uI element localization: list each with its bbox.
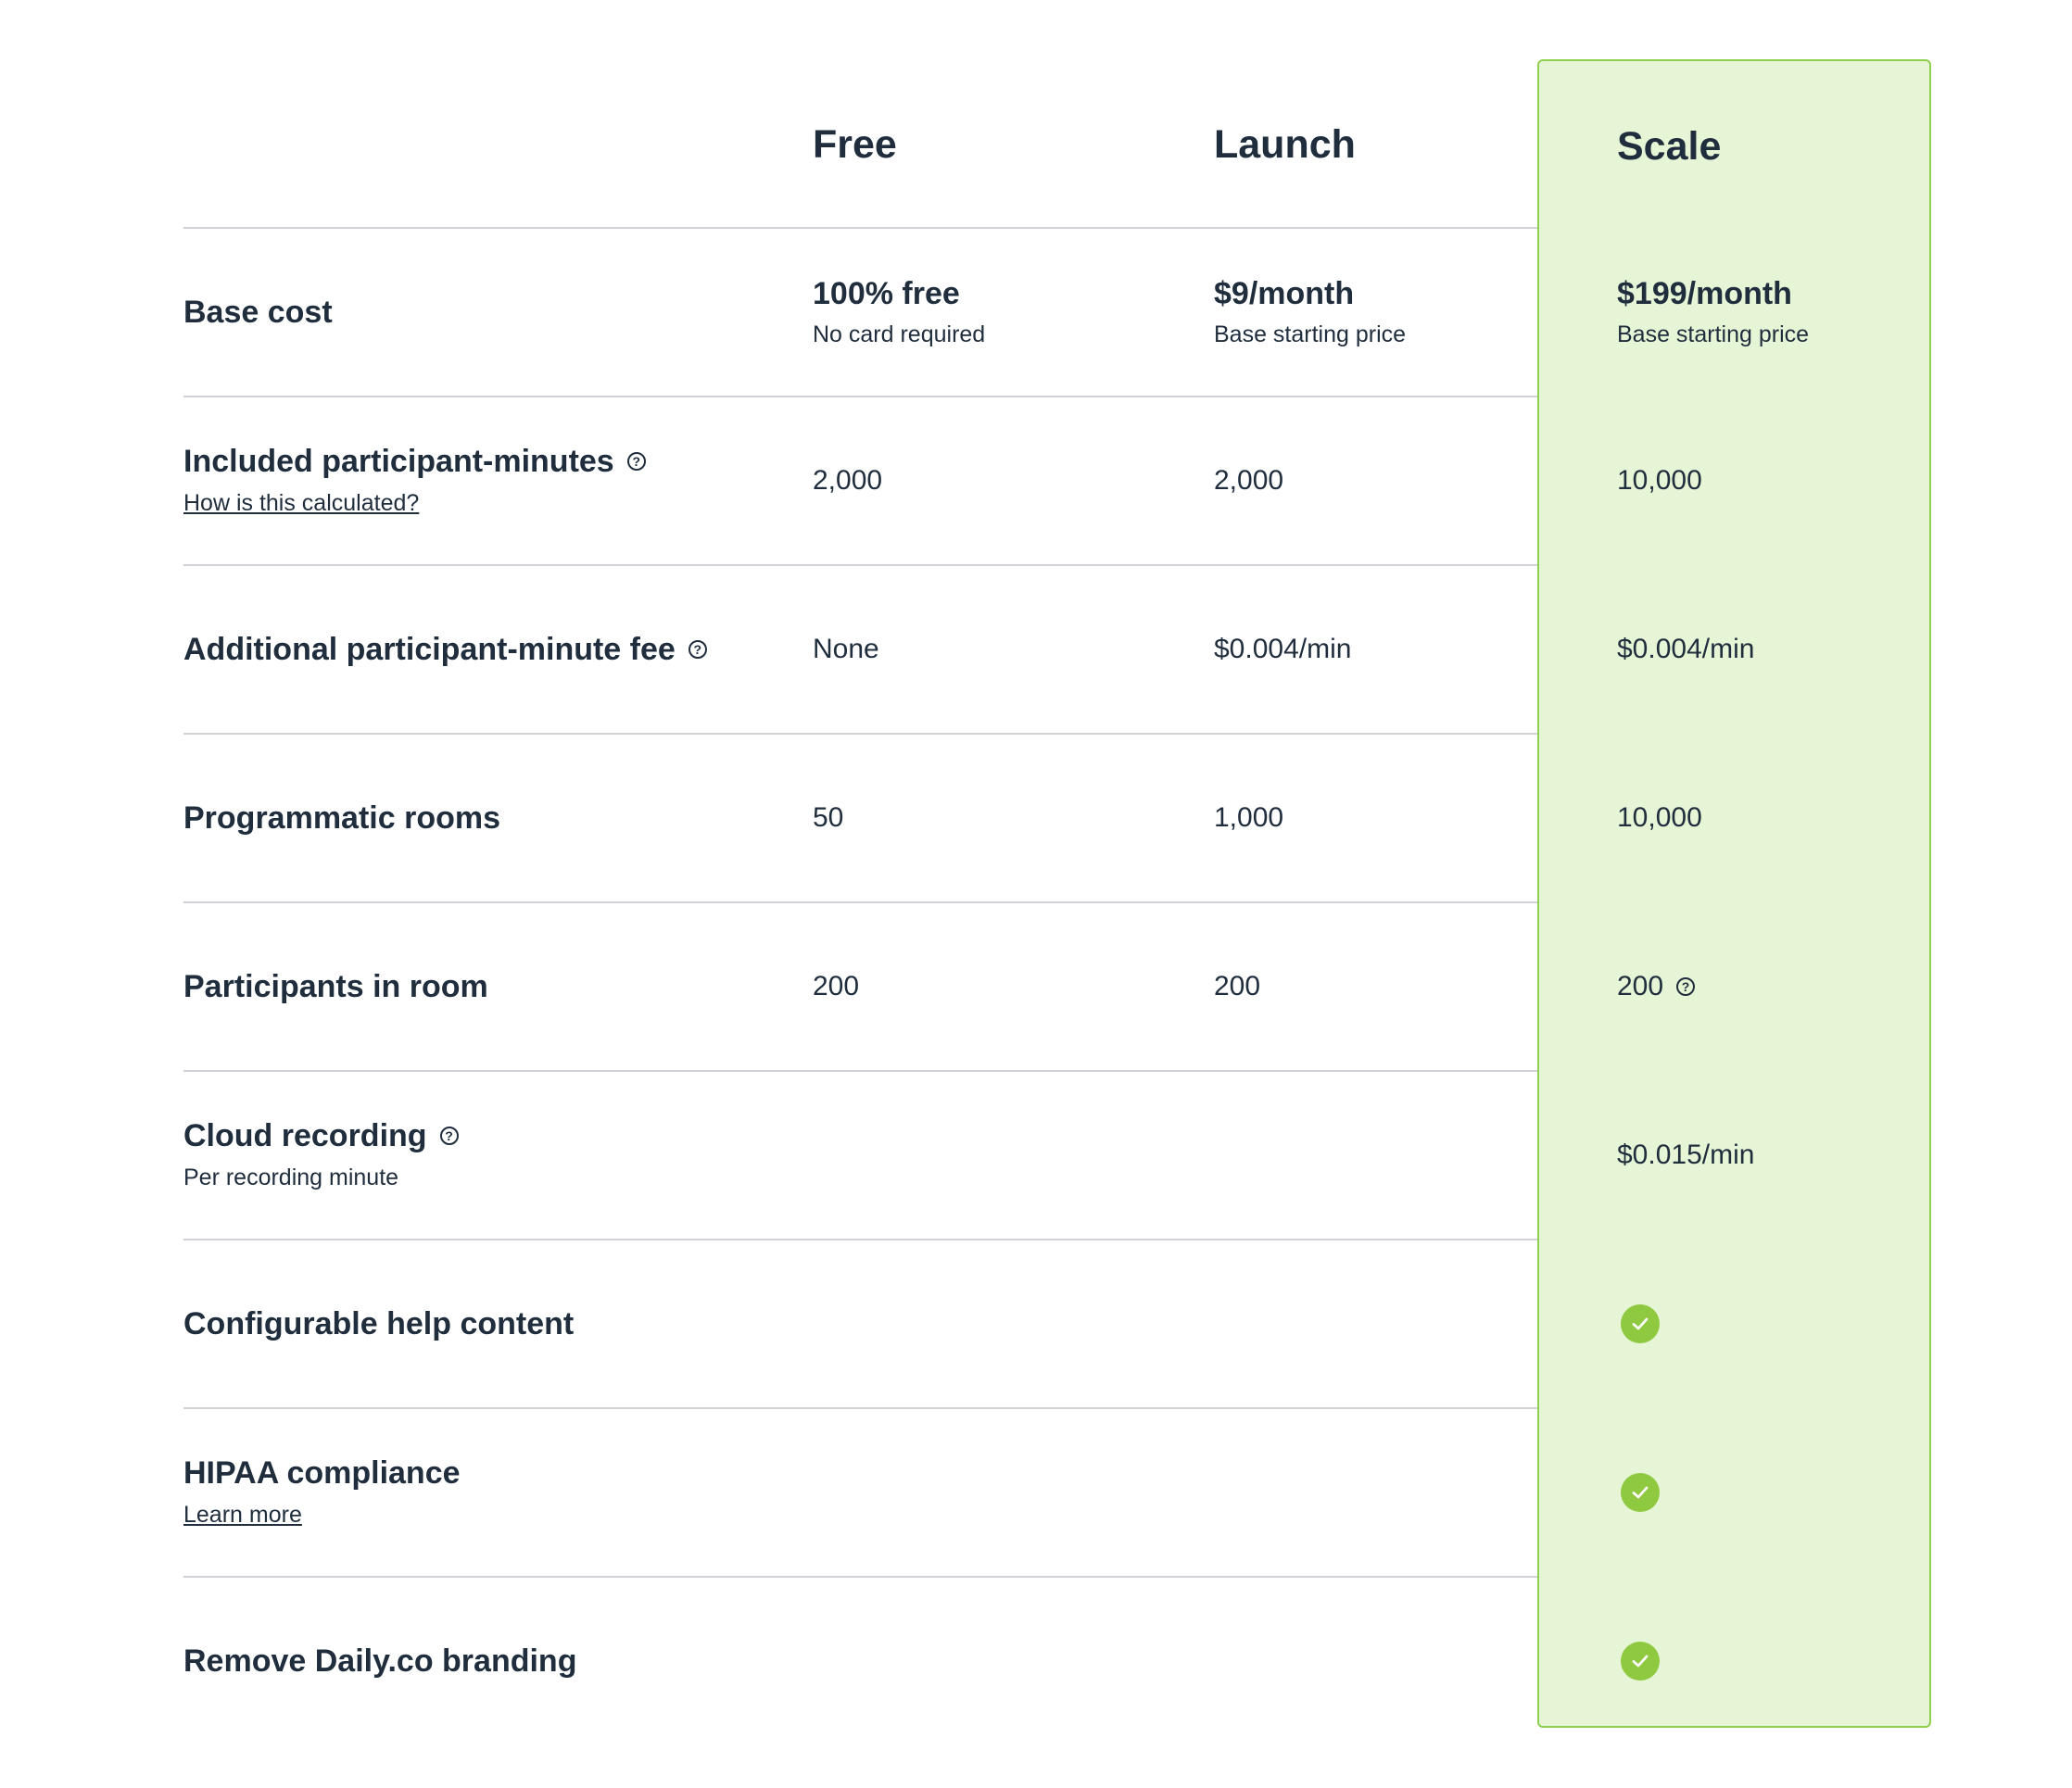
cell-free: 50 — [813, 802, 844, 833]
cell-launch: $0.004/min — [1214, 634, 1352, 664]
cell-scale — [1617, 229, 1809, 396]
table-row-cloud-recording — [183, 1070, 1755, 1237]
price-note: No card required — [813, 321, 986, 347]
cell-launch: 1,000 — [1214, 802, 1284, 833]
row-label: Base cost — [183, 295, 333, 330]
table-row-branding — [183, 1576, 1537, 1743]
cell-launch — [1214, 229, 1406, 396]
price-note: Base starting price — [1617, 321, 1810, 347]
cell-free: 200 — [813, 971, 860, 1001]
row-label: Configurable help content — [183, 1306, 575, 1341]
cell-launch: 200 — [1214, 971, 1261, 1001]
table-row-included-minutes — [183, 396, 1702, 562]
table-row-additional-fee — [183, 564, 1755, 731]
plan-header-launch: Launch — [1214, 122, 1356, 167]
row-label: HIPAA compliance — [183, 1455, 461, 1491]
price-value: 100% free — [813, 276, 960, 311]
table-row-hipaa — [183, 1407, 1537, 1574]
how-calculated-link[interactable]: How is this calculated? — [183, 490, 420, 516]
table-row-base-cost — [183, 227, 1810, 394]
learn-more-link[interactable]: Learn more — [183, 1502, 302, 1528]
check-circle-icon — [1621, 1304, 1660, 1343]
cell-scale: 10,000 — [1617, 465, 1702, 496]
plan-header-scale: Scale — [1617, 124, 1722, 169]
question-circle-icon[interactable]: ? — [689, 640, 707, 659]
cell-launch: 2,000 — [1214, 465, 1284, 496]
cell-free: 2,000 — [813, 465, 883, 496]
cell-free — [813, 229, 985, 396]
row-label: Included participant-minutes — [183, 444, 614, 479]
cell-free: None — [813, 634, 879, 664]
price-value: $199/month — [1617, 276, 1792, 311]
row-label: Participants in room — [183, 969, 488, 1004]
cell-scale — [1617, 1409, 1660, 1576]
price-value: $9/month — [1214, 276, 1355, 311]
row-label: Programmatic rooms — [183, 800, 500, 836]
check-circle-icon — [1621, 1642, 1660, 1681]
table-row-participants — [183, 901, 1690, 1068]
row-label: Cloud recording — [183, 1118, 427, 1153]
cell-scale — [1617, 1240, 1660, 1407]
row-sublabel: Per recording minute — [183, 1165, 399, 1190]
cell-scale: 200 ? — [1617, 903, 1695, 1070]
row-label: Remove Daily.co branding — [183, 1643, 577, 1679]
question-circle-icon[interactable]: ? — [1676, 977, 1695, 996]
question-circle-icon[interactable]: ? — [627, 452, 646, 471]
question-circle-icon[interactable]: ? — [440, 1127, 459, 1145]
cell-scale: $0.004/min — [1617, 634, 1755, 664]
table-row-programmatic-rooms — [183, 733, 1702, 900]
cell-scale: $0.015/min — [1617, 1140, 1755, 1170]
price-note: Base starting price — [1214, 321, 1407, 347]
row-label: Additional participant-minute fee — [183, 632, 676, 667]
table-row-help-content — [183, 1239, 1537, 1405]
plan-header-free: Free — [813, 122, 897, 167]
cell-scale — [1617, 1578, 1660, 1744]
cell-scale: 10,000 — [1617, 802, 1702, 833]
check-circle-icon — [1621, 1473, 1660, 1512]
